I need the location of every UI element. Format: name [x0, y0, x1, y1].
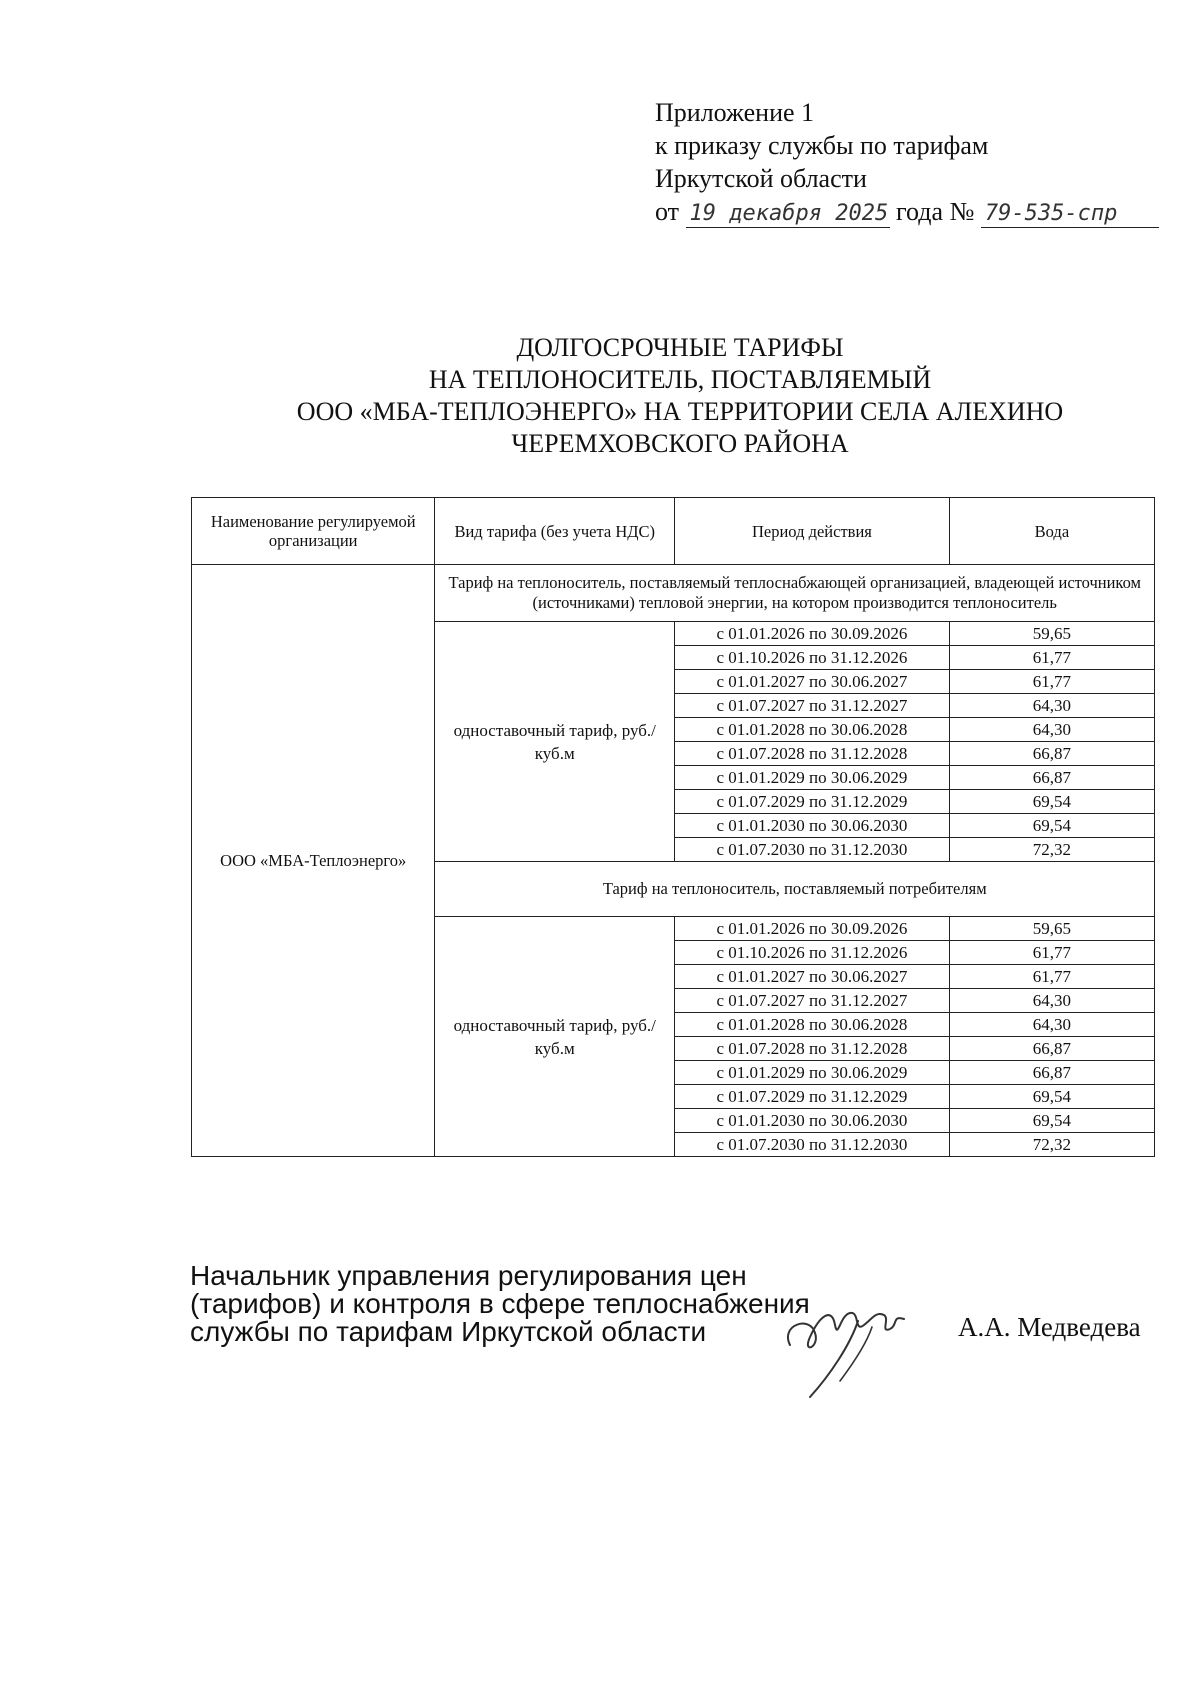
value-cell: 66,87: [949, 766, 1154, 790]
value-cell: 61,77: [949, 965, 1154, 989]
handwritten-signature: [780, 1285, 930, 1405]
period-cell: с 01.10.2026 по 31.12.2026: [675, 941, 950, 965]
value-cell: 61,77: [949, 646, 1154, 670]
header-water: Вода: [949, 498, 1154, 565]
period-cell: с 01.01.2026 по 30.09.2026: [675, 622, 950, 646]
period-cell: с 01.07.2030 по 31.12.2030: [675, 1133, 950, 1157]
org-name-cell: ООО «МБА-Теплоэнерго»: [192, 565, 435, 1157]
period-cell: с 01.01.2028 по 30.06.2028: [675, 718, 950, 742]
value-cell: 61,77: [949, 941, 1154, 965]
position-line-2: (тарифов) и контроля в сфере теплоснабжения: [190, 1288, 810, 1319]
appendix-line-3: Иркутской области: [655, 164, 867, 193]
position-line-3: службы по тарифам Иркутской области: [190, 1316, 707, 1347]
tariff-kind-cell-2: одноставочный тариф, руб./куб.м: [435, 917, 675, 1157]
value-cell: 64,30: [949, 694, 1154, 718]
value-cell: 61,77: [949, 670, 1154, 694]
value-cell: 69,54: [949, 1109, 1154, 1133]
period-cell: с 01.07.2027 по 31.12.2027: [675, 694, 950, 718]
period-cell: с 01.01.2029 по 30.06.2029: [675, 1061, 950, 1085]
handwritten-date: 19 декабря 2025: [686, 201, 890, 228]
handwritten-order-number: 79-535-спр: [981, 201, 1159, 228]
period-cell: с 01.01.2028 по 30.06.2028: [675, 1013, 950, 1037]
title-line-4: ЧЕРЕМХОВСКОГО РАЙОНА: [511, 429, 849, 458]
value-cell: 66,87: [949, 1037, 1154, 1061]
title-line-3: ООО «МБА-ТЕПЛОЭНЕРГО» НА ТЕРРИТОРИИ СЕЛА АЛЕХИНО: [296, 397, 1064, 426]
header-period: Период действия: [675, 498, 950, 565]
value-cell: 66,87: [949, 742, 1154, 766]
value-cell: 69,54: [949, 814, 1154, 838]
table-header-row: [192, 498, 1155, 565]
position-line-1: Начальник управления регулирования цен: [190, 1260, 747, 1291]
appendix-line-1: Приложение 1: [655, 98, 815, 127]
section-row-1: [192, 565, 1155, 622]
tariff-kind-cell-1: одноставочный тариф, руб./куб.м: [435, 622, 675, 862]
period-cell: с 01.01.2027 по 30.06.2027: [675, 965, 950, 989]
value-cell: 66,87: [949, 1061, 1154, 1085]
signature-block: [190, 1262, 810, 1346]
appendix-line-2: к приказу службы по тарифам: [655, 131, 989, 160]
signer-name: А.А. Медведева: [958, 1312, 1141, 1342]
appendix-header: [655, 96, 1159, 228]
header-org: Наименование регулируемой организации: [192, 498, 435, 565]
year-word: года №: [896, 197, 975, 226]
period-cell: с 01.01.2027 по 30.06.2027: [675, 670, 950, 694]
section-title-1: Тариф на теплоноситель, поставляемый теплоснабжающей организацией, владеющей источником (источниками) тепловой энергии, на котором производится теплоноситель: [435, 565, 1155, 622]
tariffs-table: [191, 497, 1155, 1157]
title-line-1: ДОЛГОСРОЧНЫЕ ТАРИФЫ: [516, 333, 844, 362]
value-cell: 72,32: [949, 838, 1154, 862]
appendix-date-line: [655, 195, 1159, 228]
value-cell: 59,65: [949, 917, 1154, 941]
title-line-2: НА ТЕПЛОНОСИТЕЛЬ, ПОСТАВЛЯЕМЫЙ: [428, 365, 932, 394]
header-kind: Вид тарифа (без учета НДС): [435, 498, 675, 565]
period-cell: с 01.10.2026 по 31.12.2026: [675, 646, 950, 670]
period-cell: с 01.01.2030 по 30.06.2030: [675, 1109, 950, 1133]
date-prefix: от: [655, 197, 680, 226]
period-cell: с 01.07.2029 по 31.12.2029: [675, 1085, 950, 1109]
document-title: [180, 332, 1180, 460]
value-cell: 64,30: [949, 718, 1154, 742]
period-cell: с 01.07.2029 по 31.12.2029: [675, 790, 950, 814]
period-cell: с 01.01.2029 по 30.06.2029: [675, 766, 950, 790]
value-cell: 69,54: [949, 1085, 1154, 1109]
period-cell: с 01.07.2028 по 31.12.2028: [675, 1037, 950, 1061]
value-cell: 72,32: [949, 1133, 1154, 1157]
section-title-2: Тариф на теплоноситель, поставляемый потребителям: [435, 862, 1155, 917]
value-cell: 59,65: [949, 622, 1154, 646]
period-cell: с 01.07.2030 по 31.12.2030: [675, 838, 950, 862]
value-cell: 64,30: [949, 1013, 1154, 1037]
period-cell: с 01.07.2027 по 31.12.2027: [675, 989, 950, 1013]
value-cell: 69,54: [949, 790, 1154, 814]
period-cell: с 01.07.2028 по 31.12.2028: [675, 742, 950, 766]
period-cell: с 01.01.2030 по 30.06.2030: [675, 814, 950, 838]
value-cell: 64,30: [949, 989, 1154, 1013]
period-cell: с 01.01.2026 по 30.09.2026: [675, 917, 950, 941]
